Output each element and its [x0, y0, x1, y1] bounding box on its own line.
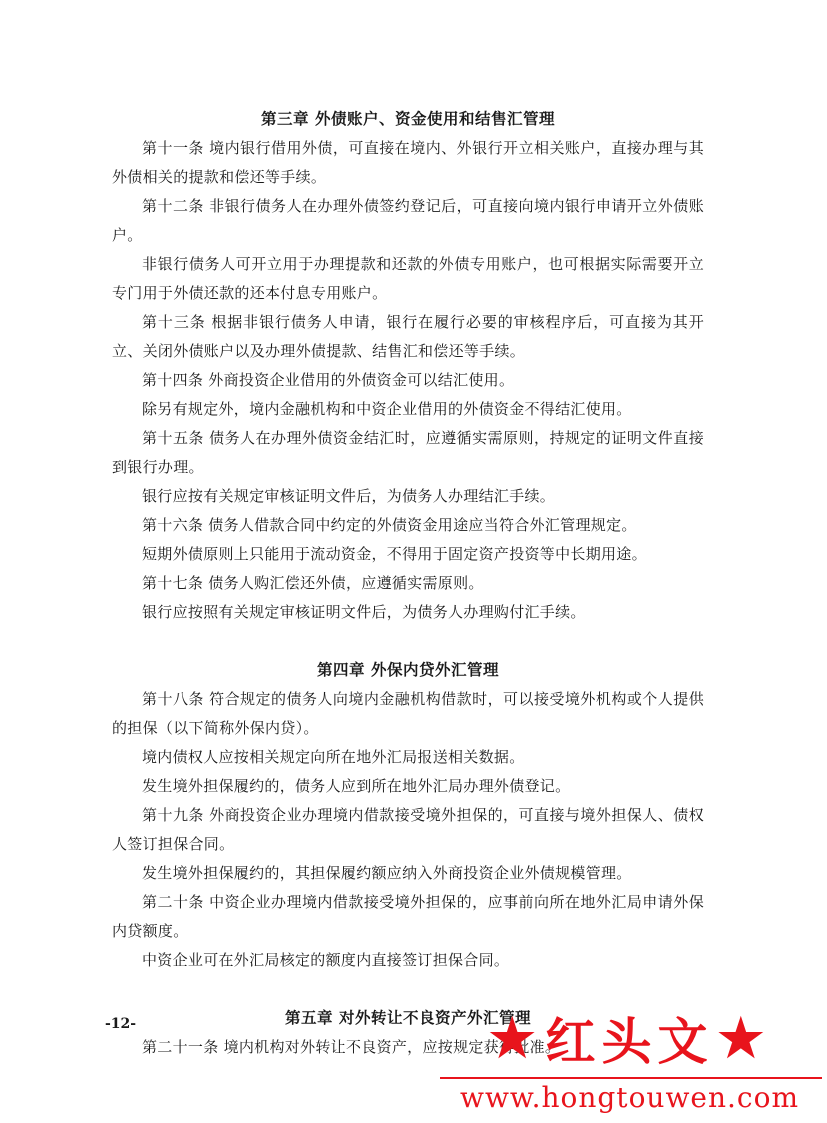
paragraph: 第十六条 债务人借款合同中约定的外债资金用途应当符合外汇管理规定。: [142, 516, 637, 534]
chapter-title: 第四章 外保内贷外汇管理: [317, 661, 499, 679]
watermark: [432, 1005, 827, 1123]
paragraph: 第十八条 符合规定的债务人向境内金融机构借款时，可以接受境外机构或个人提供的担保（以下简称外保内贷）。: [112, 690, 704, 737]
paragraph: 第十一条 境内银行借用外债，可直接在境内、外银行开立相关账户，直接办理与其外债相关的提款和偿还等手续。: [112, 139, 704, 186]
watermark-rule: [440, 1077, 822, 1079]
paragraph: 第二十条 中资企业办理境内借款接受境外担保的，应事前向所在地外汇局申请外保内贷额度。: [112, 893, 704, 940]
page-number: -12-: [105, 1016, 137, 1032]
chapter-4: [112, 659, 704, 975]
paragraph: 第十九条 外商投资企业办理境内借款接受境外担保的，可直接与境外担保人、债权人签订担保合同。: [112, 806, 704, 853]
paragraph: 除另有规定外，境内金融机构和中资企业借用的外债资金不得结汇使用。: [142, 400, 632, 418]
paragraph: 第十七条 债务人购汇偿还外债，应遵循实需原则。: [142, 574, 484, 592]
paragraph: 第二十一条 境内机构对外转让不良资产，应按规定获得批准。: [142, 1038, 561, 1056]
star-icon: ★: [717, 1007, 771, 1069]
document-body: [112, 108, 704, 1062]
paragraph: 银行应按照有关规定审核证明文件后，为债务人办理购付汇手续。: [142, 603, 586, 621]
paragraph: 第十四条 外商投资企业借用的外债资金可以结汇使用。: [142, 371, 515, 389]
paragraph: 第十二条 非银行债务人在办理外债签约登记后，可直接向境内银行申请开立外债账户。: [112, 197, 704, 244]
paragraph: 发生境外担保履约的，其担保履约额应纳入外商投资企业外债规模管理。: [142, 864, 632, 882]
watermark-text: 红头文: [545, 1012, 714, 1071]
watermark-url: www.hongtouwen.com: [459, 1081, 800, 1114]
watermark-title: [432, 1005, 827, 1071]
chapter-title: 第三章 外债账户、资金使用和结售汇管理: [261, 110, 555, 128]
paragraph: 第十三条 根据非银行债务人申请，银行在履行必要的审核程序后，可直接为其开立、关闭外债账户以及办理外债提款、结售汇和偿还等手续。: [112, 313, 704, 360]
star-icon: ★: [488, 1007, 542, 1069]
paragraph: 非银行债务人可开立用于办理提款和还款的外债专用账户，也可根据实际需要开立专门用于外债还款的还本付息专用账户。: [112, 255, 704, 302]
paragraph: 第十五条 债务人在办理外债资金结汇时，应遵循实需原则，持规定的证明文件直接到银行办理。: [112, 429, 704, 476]
paragraph: 中资企业可在外汇局核定的额度内直接签订担保合同。: [142, 951, 510, 969]
paragraph: 境内债权人应按相关规定向所在地外汇局报送相关数据。: [142, 748, 525, 766]
paragraph: 发生境外担保履约的，债务人应到所在地外汇局办理外债登记。: [142, 777, 571, 795]
chapter-title: 第五章 对外转让不良资产外汇管理: [285, 1009, 531, 1027]
paragraph: 银行应按有关规定审核证明文件后，为债务人办理结汇手续。: [142, 487, 556, 505]
paragraph: 短期外债原则上只能用于流动资金，不得用于固定资产投资等中长期用途。: [142, 545, 647, 563]
chapter-3: [112, 108, 704, 627]
